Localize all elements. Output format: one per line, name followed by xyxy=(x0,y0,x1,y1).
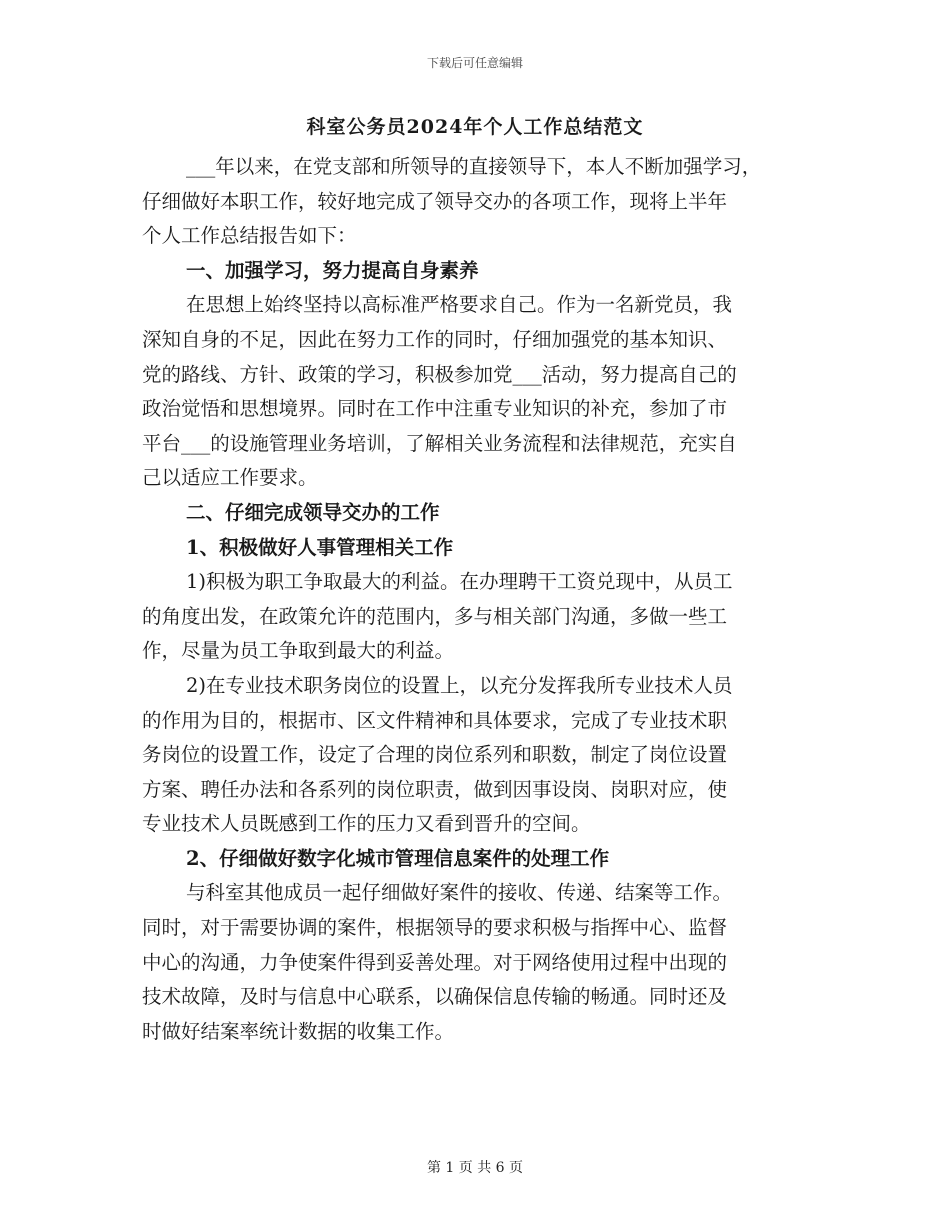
section-heading: 一、加强学习，努力提高自身素养 xyxy=(186,258,479,282)
header-note: 下载后可任意编辑 xyxy=(426,56,523,70)
paragraph-line: 与科室其他成员一起仔细做好案件的接收、传递、结案等工作。 xyxy=(186,881,733,905)
paragraph-line: 时做好结案率统计数据的收集工作。 xyxy=(142,1019,455,1043)
paragraph-line: 平台___的设施管理业务培训，了解相关业务流程和法律规范，充实自 xyxy=(142,431,737,455)
paragraph-line: 技术故障，及时与信息中心联系，以确保信息传输的畅通。同时还及 xyxy=(142,985,728,1009)
paragraph-line: 的角度出发，在政策允许的范围内，多与相关部门沟通，多做一些工 xyxy=(142,604,728,628)
paragraph-line: 在思想上始终坚持以高标准严格要求自己。作为一名新党员，我 xyxy=(186,293,733,317)
paragraph-line: 1)积极为职工争取最大的利益。在办理聘干工资兑现中，从员工 xyxy=(186,570,733,594)
paragraph-line: 的作用为目的，根据市、区文件精神和具体要求，完成了专业技术职 xyxy=(142,708,728,732)
paragraph-line: 同时，对于需要协调的案件，根据领导的要求积极与指挥中心、监督 xyxy=(142,916,728,940)
paragraph-line: ___年以来，在党支部和所领导的直接领导下，本人不断加强学习， xyxy=(186,155,762,178)
paragraph-line: 作，尽量为员工争取到最大的利益。 xyxy=(142,639,455,663)
paragraph-line: 方案、聘任办法和各系列的岗位职责，做到因事设岗、岗职对应，使 xyxy=(142,777,728,801)
paragraph-line: 深知自身的不足，因此在努力工作的同时，仔细加强党的基本知识、 xyxy=(142,327,728,351)
paragraph-line: 己以适应工作要求。 xyxy=(142,466,318,490)
section-heading: 二、仔细完成领导交办的工作 xyxy=(186,500,440,524)
paragraph-line: 2)在专业技术职务岗位的设置上，以充分发挥我所专业技术人员 xyxy=(186,673,733,697)
paragraph-line: 个人工作总结报告如下： xyxy=(142,224,357,248)
paragraph-line: 中心的沟通，力争使案件得到妥善处理。对于网络使用过程中出现的 xyxy=(142,950,728,974)
section-heading: 1、积极做好人事管理相关工作 xyxy=(186,535,454,559)
document-title: 科室公务员2024年个人工作总结范文 xyxy=(306,116,644,138)
paragraph-line: 仔细做好本职工作，较好地完成了领导交办的各项工作，现将上半年 xyxy=(142,189,728,213)
page-footer: 第 1 页 共 6 页 xyxy=(426,1160,524,1176)
paragraph-line: 专业技术人员既感到工作的压力又看到晋升的空间。 xyxy=(142,812,591,836)
section-heading: 2、仔细做好数字化城市管理信息案件的处理工作 xyxy=(186,846,610,870)
paragraph-line: 党的路线、方针、政策的学习，积极参加党___活动，努力提高自己的 xyxy=(142,362,737,386)
paragraph-line: 务岗位的设置工作，设定了合理的岗位系列和职数，制定了岗位设置 xyxy=(142,743,728,767)
document-body xyxy=(142,150,818,1049)
paragraph-line: 政治觉悟和思想境界。同时在工作中注重专业知识的补充，参加了市 xyxy=(142,397,728,421)
